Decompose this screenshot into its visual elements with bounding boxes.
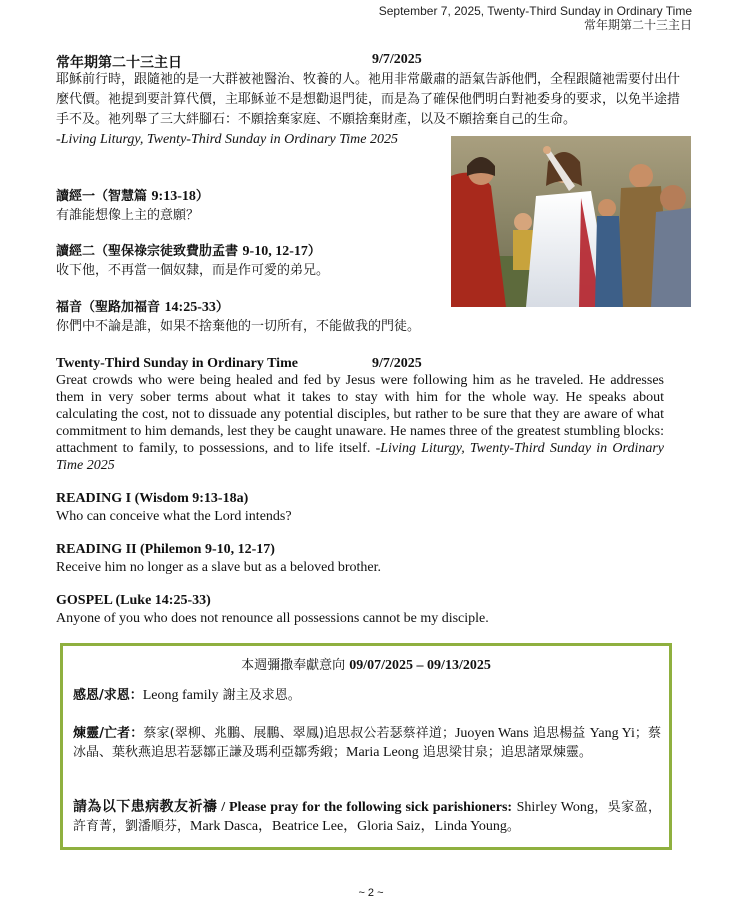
sick-text-3: Mark Dasca，Beatrice Lee，Gloria Saiz，Linda Young [190,819,507,834]
sick-text-4: 。 [506,819,520,834]
deceased-text-4: Yang Yi [589,726,635,741]
chinese-reading-1-text: 有誰能想像上主的意願？ [56,208,200,223]
page-header [379,4,692,32]
chinese-reading-1-ref: 9:13-18 [151,189,196,204]
english-reading-2 [56,541,381,577]
deceased-text-7: 追思梁甘泉；追思諸眾煉靈。 [418,745,592,760]
deceased-label: 煉靈/亡者： [73,726,144,741]
mass-intentions-title [63,654,669,674]
sick-intention [73,798,661,836]
english-gospel-text: Anyone of you who does not renounce all possessions cannot be my disciple. [56,611,489,626]
english-citation: -Living Liturgy, Twenty-Third Sunday in Ordinary Time 2025 [56,441,665,473]
thanksgiving-intention [73,686,661,705]
chinese-gospel-text: 你們中不論是誰，如果不捨棄他的一切所有，不能做我的門徒。 [56,319,421,334]
sick-text-2: ，吳家盈，許育菁，劉潘順芬， [73,800,661,834]
english-reading-1-label: READING I (Wisdom 9:13-18a) [56,491,249,506]
chinese-reading-1-book: 讀經一（智慧篇 [56,189,152,204]
english-reading-1-text: Who can conceive what the Lord intends? [56,509,292,524]
header-chinese-line: 常年期第二十三主日 [583,18,692,32]
chinese-reading-2 [56,242,329,280]
jesus-teaching-crowd-painting-icon [451,136,691,307]
chinese-reading-2-label [56,242,329,261]
chinese-gospel-book: 福音（聖路加福音 [56,300,165,315]
deceased-text-3: 追思楊益 [528,726,590,741]
chinese-reading-1 [56,187,209,225]
english-reflection [56,372,664,474]
chinese-date: 9/7/2025 [372,52,422,67]
mass-intentions-title-cn: 本週彌撒奉獻意向 [241,658,350,673]
english-reflection-body: Great crowds who were being healed and fed by Jesus were following him as he traveled. He addresses them in very sober terms about what it takes to stay with him for the whole way. He speaks about calculating the cost, not to dissuade any potential disciples, but rather to be sure that they are aware of what commitment to him demands, lest they be caught unaware. He names three of the greatest stumbling blocks: attachment to family, to possessions, and to life itself. [56,373,664,456]
deceased-text-6: Maria Leong [346,745,419,760]
chinese-title: 常年期第二十三主日 [56,55,182,71]
thanksgiving-family: Leong family [142,688,219,703]
english-date: 9/7/2025 [372,356,422,371]
chinese-reading-2-ref: 9-10, 12-17 [242,244,308,259]
chinese-gospel-label [56,298,420,317]
sick-label: 請為以下患病教友祈禱 / Please pray for the following sick parishioners: [73,800,513,815]
english-reading-1 [56,490,292,526]
sick-text-1: Shirley Wong [516,800,594,815]
chinese-reading-1-label [56,187,209,206]
chinese-reading-2-text: 收下他，不再當一個奴隸，而是作可愛的弟兄。 [56,263,330,278]
chinese-reading-1-close: ） [195,189,209,204]
thanksgiving-label: 感恩/求恩： [73,688,143,703]
chinese-citation: -Living Liturgy, Twenty-Third Sunday in Ordinary Time 2025 [56,132,398,147]
thanksgiving-text: 謝主及求恩。 [218,688,301,703]
chinese-reading-2-book: 讀經二（聖保祿宗徒致費肋孟書 [56,244,243,259]
english-gospel-label: GOSPEL (Luke 14:25-33) [56,593,211,608]
english-title: Twenty-Third Sunday in Ordinary Time [56,356,298,371]
chinese-gospel [56,298,420,336]
chinese-gospel-close: ） [215,300,229,315]
header-date-line: September 7, 2025, Twenty-Third Sunday in Ordinary Time [378,4,692,18]
deceased-text-5: ；蔡冰晶、葉秋燕追思若瑟鄒正謙及瑪利亞鄒秀緞； [73,726,661,760]
mass-intentions-dates: 09/07/2025 – 09/13/2025 [349,658,491,673]
chinese-reflection-body: 耶穌前行時，跟隨祂的是一大群被祂醫治、牧養的人。祂用非常嚴肅的語氣告訴他們，全程跟隨祂需要付出什麼代價。祂提到要計算代價，主耶穌並不是想勸退門徒，而是為了確保他們明白對祂委身的要求，以免半途措手不及。祂列舉了三大絆腳石：不願捨棄家庭、不願捨棄財產，以及不願捨棄自己的生命。 [56,72,681,127]
mass-intentions-box [60,643,672,850]
english-reading-2-text: Receive him no longer as a slave but as a beloved brother. [56,560,382,575]
deceased-text-1: 蔡家(翠柳、兆鵬、展鵬、翠鳳)追思叔公若瑟蔡祥道； [143,726,455,741]
deceased-intention [73,724,661,762]
english-reading-2-label: READING II (Philemon 9-10, 12-17) [56,542,275,557]
chinese-reading-2-close: ） [307,244,321,259]
english-gospel [56,592,489,628]
chinese-gospel-ref: 14:25-33 [164,300,216,315]
deceased-text-2: Juoyen Wans [454,726,529,741]
page-number: ~ 2 ~ [358,887,384,899]
